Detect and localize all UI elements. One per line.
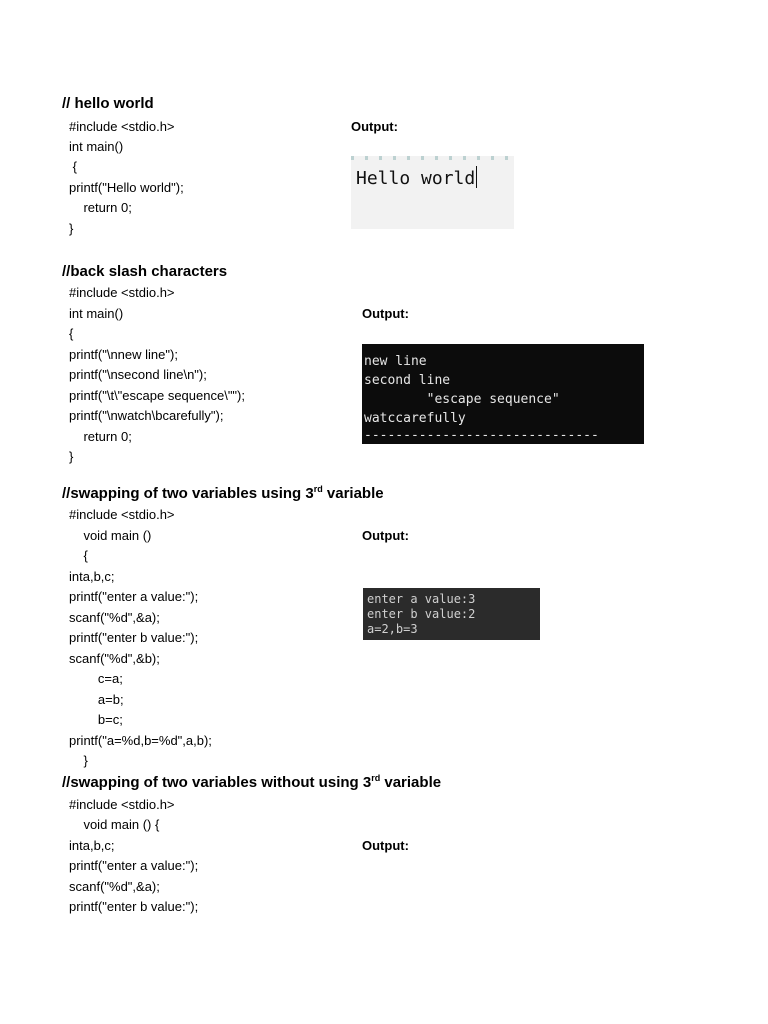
code-line: {	[69, 548, 88, 563]
terminal-line: "escape sequence"	[364, 392, 560, 407]
output-label: Output:	[362, 306, 409, 321]
code-line: printf("enter a value:");	[69, 858, 199, 873]
output-terminal-back-slash	[362, 344, 644, 444]
code-line: printf("\nwatch\bcarefully");	[69, 408, 224, 423]
code-line: printf("enter b value:");	[69, 899, 199, 914]
code-line: printf("\t\"escape sequence\"");	[69, 388, 245, 403]
toolbar-strip	[351, 156, 514, 160]
terminal-line: enter a value:3	[367, 592, 476, 606]
section-heading-hello-world: // hello world	[62, 95, 154, 112]
code-line: #include <stdio.h>	[69, 119, 175, 134]
code-line: void main ()	[69, 528, 152, 543]
output-terminal-swap-with-third	[363, 588, 540, 640]
code-line: printf("enter b value:");	[69, 630, 199, 645]
code-line: scanf("%d",&a);	[69, 610, 160, 625]
code-line: scanf("%d",&b);	[69, 651, 160, 666]
output-label: Output:	[351, 119, 398, 134]
code-line: return 0;	[69, 429, 132, 444]
code-line: printf("a=%d,b=%d",a,b);	[69, 733, 212, 748]
section-heading-back-slash: //back slash characters	[62, 263, 228, 280]
code-line: void main () {	[69, 817, 160, 832]
code-line: printf("\nnew line");	[69, 347, 178, 362]
terminal-line: new line	[364, 354, 427, 369]
code-line: }	[69, 221, 74, 236]
section-heading-swap-without-third: //swapping of two variables without using 3rd variable	[62, 773, 442, 791]
code-line: return 0;	[69, 200, 132, 215]
code-line: b=c;	[69, 712, 123, 727]
terminal-line: ------------------------------	[364, 428, 599, 443]
terminal-line: enter b value:2	[367, 607, 476, 621]
code-line: #include <stdio.h>	[69, 507, 175, 522]
code-line: {	[69, 159, 77, 174]
output-label: Output:	[362, 528, 409, 543]
code-line: }	[69, 449, 74, 464]
terminal-line: watccarefully	[364, 411, 466, 426]
code-line: scanf("%d",&a);	[69, 879, 160, 894]
terminal-line: second line	[364, 373, 451, 388]
code-line: c=a;	[69, 671, 123, 686]
output-screenshot-hello-world	[351, 156, 514, 229]
output-text: Hello world	[356, 168, 476, 189]
output-label: Output:	[362, 838, 409, 853]
code-line: {	[69, 326, 74, 341]
terminal-line: a=2,b=3	[367, 622, 418, 636]
section-heading-swap-with-third: //swapping of two variables using 3rd variable	[62, 484, 384, 502]
code-line: printf("enter a value:");	[69, 589, 199, 604]
code-line: int main()	[69, 306, 124, 321]
code-line: }	[69, 753, 88, 768]
code-line: int main()	[69, 139, 124, 154]
code-line: printf("\nsecond line\n");	[69, 367, 207, 382]
code-line: #include <stdio.h>	[69, 285, 175, 300]
code-line: printf("Hello world");	[69, 180, 184, 195]
code-line: inta,b,c;	[69, 838, 115, 853]
code-line: a=b;	[69, 692, 124, 707]
text-cursor-icon	[476, 166, 477, 188]
code-line: inta,b,c;	[69, 569, 115, 584]
code-line: #include <stdio.h>	[69, 797, 175, 812]
